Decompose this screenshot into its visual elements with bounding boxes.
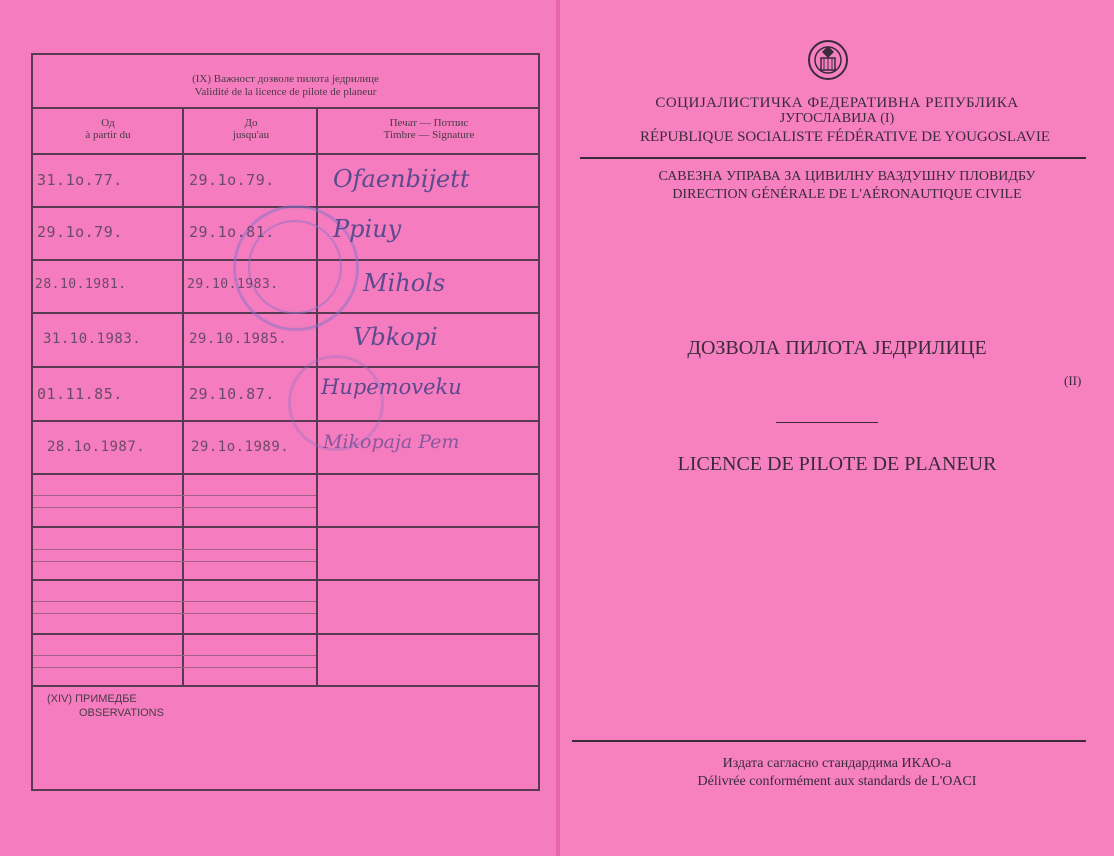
issued-fr: Délivrée conformément aux standards de L'OACI bbox=[697, 774, 977, 789]
country-fr: RÉPUBLIQUE SOCIALISTE FÉDÉRATIVE DE YOUGOSLAVIE bbox=[640, 129, 1050, 145]
col-from-fr: à partir du bbox=[85, 129, 131, 141]
licence-title-sr: ДОЗВОЛА ПИЛОТА ЈЕДРИЛИЦЕ bbox=[687, 337, 987, 359]
row-4-signature: Vbkopi bbox=[353, 323, 438, 351]
authority-fr: DIRECTION GÉNÉRALE DE L'AÉRONAUTIQUE CIVILE bbox=[672, 187, 1022, 202]
row-2-signature: Ppiuy bbox=[333, 215, 402, 243]
country-sr-line-2: ЈУГОСЛАВИЈА (I) bbox=[779, 111, 895, 126]
authority-sr: САВЕЗНА УПРАВА ЗА ЦИВИЛНУ ВАЗДУШНУ ПЛОВИДБУ bbox=[658, 169, 1036, 184]
row-6-from: 28.1o.1987. bbox=[47, 439, 146, 455]
col-stamp-sr: Печат — Потпис bbox=[389, 117, 469, 129]
coat-of-arms-emblem bbox=[806, 38, 850, 82]
row-3-to: 29.10.1983. bbox=[187, 277, 279, 292]
row-3-from: 28.10.1981. bbox=[35, 277, 127, 292]
right-page bbox=[560, 0, 1114, 856]
licence-title-number: (II) bbox=[1064, 373, 1082, 388]
row-6-to: 29.1o.1989. bbox=[191, 439, 290, 455]
col-to-fr: jusqu'au bbox=[232, 129, 270, 141]
col-from-sr: Од bbox=[101, 117, 115, 129]
row-4-to: 29.10.1985. bbox=[189, 331, 288, 347]
title-separator bbox=[776, 422, 878, 423]
row-1-to: 29.1o.79. bbox=[189, 171, 275, 189]
country-sr-line-1: СОЦИЈАЛИСТИЧКА ФЕДЕРАТИВНА РЕПУБЛИКА bbox=[655, 95, 1019, 111]
row-1-from: 31.1o.77. bbox=[37, 171, 123, 189]
col-to-sr: До bbox=[244, 117, 258, 129]
row-5-to: 29.10.87. bbox=[189, 385, 275, 403]
remarks-label bbox=[47, 692, 164, 720]
row-5-from: 01.11.85. bbox=[37, 385, 123, 403]
issued-sr: Издата сагласно стандардима ИКАО-а bbox=[722, 756, 952, 771]
row-5-signature: Hupemoveku bbox=[321, 375, 462, 399]
header-rule bbox=[580, 157, 1086, 159]
validity-header-fr: Validité de la licence de pilote de planeur bbox=[194, 86, 377, 98]
row-2-from: 29.1o.79. bbox=[37, 223, 123, 241]
row-1-signature: Ofaenbijett bbox=[333, 165, 470, 193]
row-2-to: 29.1o.81. bbox=[189, 223, 275, 241]
remarks-sr: (XIV) ПРИМЕДБЕ bbox=[47, 693, 137, 705]
remarks-fr: OBSERVATIONS bbox=[79, 707, 164, 719]
row-6-signature: Mikopaja Pem bbox=[323, 431, 460, 453]
validity-table bbox=[31, 53, 540, 791]
row-3-signature: Mihols bbox=[363, 269, 446, 297]
row-4-from: 31.10.1983. bbox=[43, 331, 142, 347]
licence-title-fr: LICENCE DE PILOTE DE PLANEUR bbox=[677, 453, 997, 475]
col-stamp-fr: Timbre — Signature bbox=[383, 129, 475, 141]
footer-rule bbox=[572, 740, 1086, 742]
validity-header-sr: (IX) Важност дозволе пилота једрилице bbox=[192, 73, 379, 85]
